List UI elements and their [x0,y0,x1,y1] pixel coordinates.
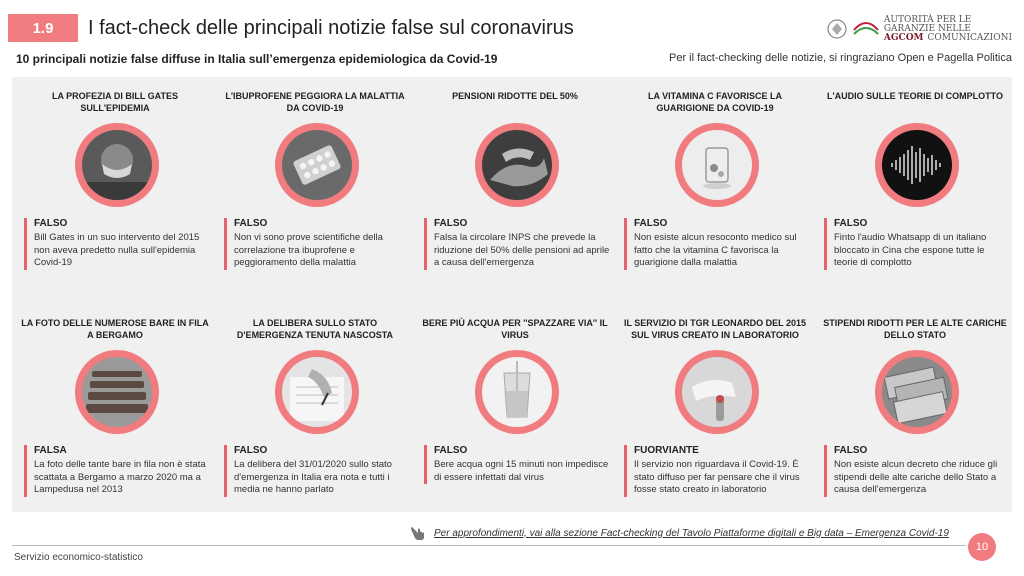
cards-panel [12,77,1012,512]
banknotes-photo-icon [882,357,952,427]
card-title: LA DELIBERA SULLO STATO D'EMERGENZA TENUTA NASCOSTA [236,318,394,340]
verdict-label: FALSO [234,218,268,229]
verdict-label: FALSO [834,218,868,229]
vitamin-glass-photo-icon [682,130,752,200]
card-title: LA VITAMINA C FAVORISCE LA GUARIGIONE DA COVID-19 [648,91,782,113]
photo-frame [675,350,759,434]
photo-frame [75,350,159,434]
photo-frame [475,123,559,207]
card-audio [820,90,1010,268]
verdict-box [224,218,410,270]
verdict-text: Bill Gates in un suo intervento del 2015 non aveva predetto nulla sull'epidemia Covid-19 [34,232,200,268]
water-glass-photo-icon [482,357,552,427]
photo-frame [475,350,559,434]
verdict-box [624,218,810,270]
subtitle: 10 principali notizie false diffuse in Italia sull’emergenza epidemiologica da Covid-19 [16,52,498,66]
photo-frame [275,350,359,434]
lab-sample-photo-icon [682,357,752,427]
verdict-label: FALSO [234,445,268,456]
verdict-box [224,445,410,497]
photo-frame [75,123,159,207]
verdict-label: FALSO [634,218,668,229]
emblem-icon [826,18,848,40]
card-stipendi [820,317,1010,495]
verdict-box [24,445,210,497]
verdict-text: Finto l'audio Whatsapp di un italiano bloccato in Cina che espone tutte le teorie di complotto [834,232,987,268]
verdict-box [824,218,1010,270]
card-title: PENSIONI RIDOTTE DEL 50% [452,91,578,101]
card-title: BERE PIÙ ACQUA PER ''SPAZZARE VIA'' IL VIRUS [422,318,608,340]
verdict-label: FALSA [34,445,67,456]
verdict-label: FALSO [834,445,868,456]
card-title: LA FOTO DELLE NUMEROSE BARE IN FILA A BERGAMO [21,318,209,340]
verdict-text: Falsa la circolare INPS che prevede la riduzione del 50% delle pensioni ad aprile a causa dell'emergenza [434,232,610,268]
verdict-label: FALSO [434,445,468,456]
pills-photo-icon [282,130,352,200]
card-delibera [220,317,410,495]
verdict-text: Bere acqua ogni 15 minuti non impedisce di essere infettati dal virus [434,459,609,483]
verdict-box [424,445,610,484]
title-bar [8,14,574,42]
verdict-text: La foto delle tante bare in fila non è stata scattata a Bergamo a marzo 2020 ma a Lampedusa nel 2013 [34,459,206,495]
photo-frame [675,123,759,207]
fact-checking-link[interactable] [410,525,949,541]
verdict-text: Non esiste alcun resoconto medico sul fatto che la vitamina C favorisca la guarigione dalla malattia [634,232,797,268]
fact-checking-link-text[interactable]: Per approfondimenti, vai alla sezione Fact-checking del Tavolo Piattaforme digitali e Big data – Emergenza Covid-19 [434,527,949,539]
agcom-logo [826,14,1012,44]
man-with-mask-photo-icon [82,130,152,200]
pointing-hand-icon [410,525,428,541]
page-title: I fact-check delle principali notizie false sul coronavirus [88,16,574,39]
photo-frame [275,123,359,207]
card-bill-gates [20,90,210,268]
card-title: L'IBUPROFENE PEGGIORA LA MALATTIA DA COVID-19 [225,91,405,113]
card-vitamina-c [620,90,810,268]
verdict-box [24,218,210,270]
verdict-text: Non esiste alcun decreto che riduce gli stipendi delle alte cariche dello Stato a causa dell'emergenza [834,459,998,495]
verdict-label: FALSO [434,218,468,229]
logo-brand: AGCOM [883,32,924,43]
footer-divider [12,545,966,546]
service-label: Servizio economico-statistico [14,552,143,563]
audio-wave-photo-icon [882,130,952,200]
verdict-box [424,218,610,270]
verdict-box [824,445,1010,497]
card-ibuprofene [220,90,410,268]
card-pensioni [420,90,610,268]
verdict-label: FALSO [34,218,68,229]
coffins-photo-icon [82,357,152,427]
photo-frame [875,123,959,207]
elderly-hands-photo-icon [482,130,552,200]
card-title: L'AUDIO SULLE TEORIE DI COMPLOTTO [827,91,1003,101]
logo-line-1: AUTORITÀ PER LE [883,14,972,25]
card-acqua [420,317,610,483]
verdict-box [624,445,810,497]
credits: Per il fact-checking delle notizie, si ringraziano Open e Pagella Politica [668,52,1012,64]
wave-logo-icon [853,18,879,40]
verdict-text: Non vi sono prove scientifiche della correlazione tra ibuprofene e peggioramento della malattia [234,232,383,268]
verdict-text: La delibera del 31/01/2020 sullo stato d'emergenza in Italia era nota e tutti i media ne hanno parlato [234,459,392,495]
logo-line-2: GARANZIE NELLE [883,23,971,34]
card-title: LA PROFEZIA DI BILL GATES SULL'EPIDEMIA [52,91,178,113]
verdict-label: FUORVIANTE [634,445,699,456]
card-bare-bergamo [20,317,210,495]
page-number: 10 [968,533,996,561]
logo-line-3: COMUNICAZIONI [927,32,1012,43]
card-tgr-leonardo [620,317,810,495]
verdict-text: Il servizio non riguardava il Covid-19. È stato diffuso per far pensare che il virus fosse stato creato in laboratorio [634,459,800,495]
card-title: IL SERVIZIO DI TGR LEONARDO DEL 2015 SUL VIRUS CREATO IN LABORATORIO [623,318,807,340]
card-title: STIPENDI RIDOTTI PER LE ALTE CARICHE DELLO STATO [823,318,1007,340]
section-badge: 1.9 [8,14,78,42]
photo-frame [875,350,959,434]
writing-hand-photo-icon [282,357,352,427]
